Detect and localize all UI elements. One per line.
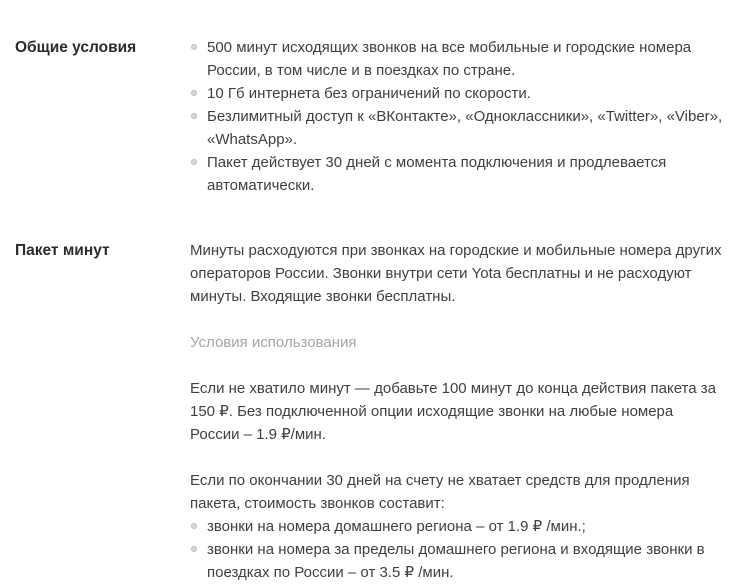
bullet-icon (191, 44, 197, 50)
call-cost-list (190, 515, 735, 584)
general-terms-list (190, 36, 735, 197)
section-general-terms (15, 36, 735, 197)
minutes-intro-paragraph: Минуты расходуются при звонках на городские и мобильные номера других операторов России. Звонки внутри сети Yota бесплатны и не расходуют минуты. Входящие звонки бесплатны. (190, 242, 722, 305)
list-item (190, 82, 735, 105)
list-item-text: 500 минут исходящих звонков на все мобильные и городские номера России, в том числе и в поездках по стране. (207, 39, 692, 79)
list-item-text: Безлимитный доступ к «ВКонтакте», «Одноклассники», «Twitter», «Viber», «WhatsApp». (207, 108, 723, 148)
list-item-text: звонки на номера домашнего региона – от 1.9 ₽ /мин.; (207, 518, 586, 535)
list-item-text: звонки на номера за пределы домашнего региона и входящие звонки в поездках по России – от 3.5 ₽ /мин. (207, 541, 705, 581)
bullet-icon (191, 113, 197, 119)
section-heading-minutes-package: Пакет минут (15, 242, 110, 259)
general-terms-content (190, 36, 735, 197)
list-item (190, 538, 735, 584)
list-item (190, 36, 735, 82)
section-heading-general-terms: Общие условия (15, 39, 137, 56)
list-item (190, 515, 735, 538)
list-item-text: Пакет действует 30 дней с момента подключения и продлевается автоматически. (207, 154, 667, 194)
extra-minutes-paragraph: Если не хватило минут — добавьте 100 минут до конца действия пакета за 150 ₽. Без подключенной опции исходящие звонки на любые номера России – 1.9 ₽/мин. (190, 380, 716, 443)
bullet-icon (191, 90, 197, 96)
section-minutes-package (15, 239, 735, 584)
list-item-text: 10 Гб интернета без ограничений по скорости. (207, 85, 531, 102)
list-item (190, 151, 735, 197)
usage-terms-subheading: Условия использования (190, 334, 357, 351)
bullet-icon (191, 546, 197, 552)
bullet-icon (191, 523, 197, 529)
bullet-icon (191, 159, 197, 165)
minutes-package-content (190, 239, 735, 584)
list-item (190, 105, 735, 151)
renewal-shortfall-paragraph: Если по окончании 30 дней на счету не хватает средств для продления пакета, стоимость звонков составит: (190, 472, 690, 512)
